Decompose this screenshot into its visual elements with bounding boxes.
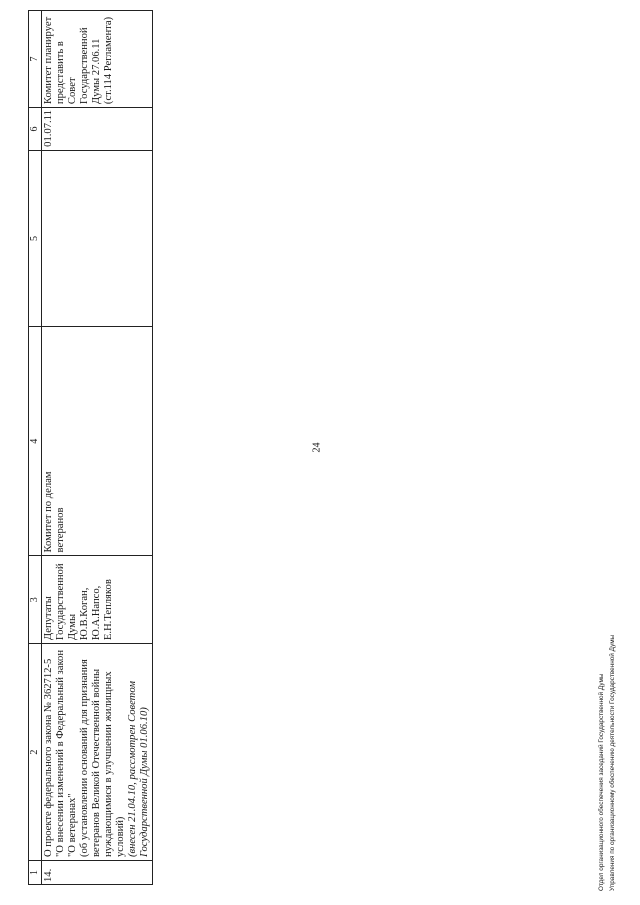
bill-title-line: О проекте федерального закона № 362712-5 — [43, 658, 54, 858]
author-line: Е.Н.Тепляков — [103, 579, 114, 641]
bill-title-line: "О ветеранах" — [67, 793, 78, 858]
note-line: представить в Совет — [55, 41, 78, 105]
author-line: Думы — [67, 613, 78, 641]
column-header-5: 5 — [29, 150, 42, 326]
footer-department: Отдел организационного обеспечения заседаний Государственной Думы — [598, 673, 605, 891]
column-header-7: 7 — [29, 11, 42, 108]
responsible-committee — [42, 327, 153, 556]
note-line: Государственной — [79, 27, 90, 105]
bill-title-line: условий) — [115, 816, 126, 858]
note-line: Думы 27.06.11 — [91, 38, 102, 105]
footer — [596, 561, 622, 891]
table-row — [42, 11, 153, 885]
bill-authors — [42, 556, 153, 644]
note-line: Комитет планирует — [43, 16, 54, 105]
author-line: Ю.В.Коган, — [79, 587, 90, 641]
committee-line: Комитет по делам — [43, 471, 54, 553]
row-number: 14. — [42, 861, 153, 885]
table-header-row — [29, 11, 42, 885]
date-cell: 01.07.11 — [42, 108, 153, 151]
bill-title-line: нуждающимися в улучшении жилищных — [103, 671, 114, 858]
column-header-1: 1 — [29, 861, 42, 885]
column-header-4: 4 — [29, 327, 42, 556]
footer-directorate: Управления по организационному обеспечению деятельности Государственной Думы — [609, 634, 616, 891]
author-line: Депутаты — [43, 596, 54, 641]
committee-note — [42, 11, 153, 108]
column-header-2: 2 — [29, 644, 42, 861]
committee-line: ветеранов — [55, 507, 66, 553]
page-number: 24 — [311, 442, 323, 453]
bill-table — [28, 10, 163, 885]
bill-title — [42, 644, 153, 861]
bill-title-line: "О внесении изменений в Федеральный закон — [55, 649, 66, 858]
column-header-3: 3 — [29, 556, 42, 644]
author-line: Ю.А.Напсо, — [91, 585, 102, 641]
bill-title-line: ветеранов Великой Отечественной войны — [91, 668, 102, 858]
bill-title-line: (об установлении оснований для признания — [79, 659, 90, 858]
bill-submission-note: (внесен 21.04.10, рассмотрен Советом — [127, 681, 138, 858]
author-line: Государственной — [55, 563, 66, 641]
column-5-cell — [42, 150, 153, 326]
column-header-6: 6 — [29, 108, 42, 151]
note-line: (ст.114 Регламента) — [103, 16, 114, 105]
bill-submission-note: Государственной Думы 01.06.10) — [139, 707, 150, 858]
